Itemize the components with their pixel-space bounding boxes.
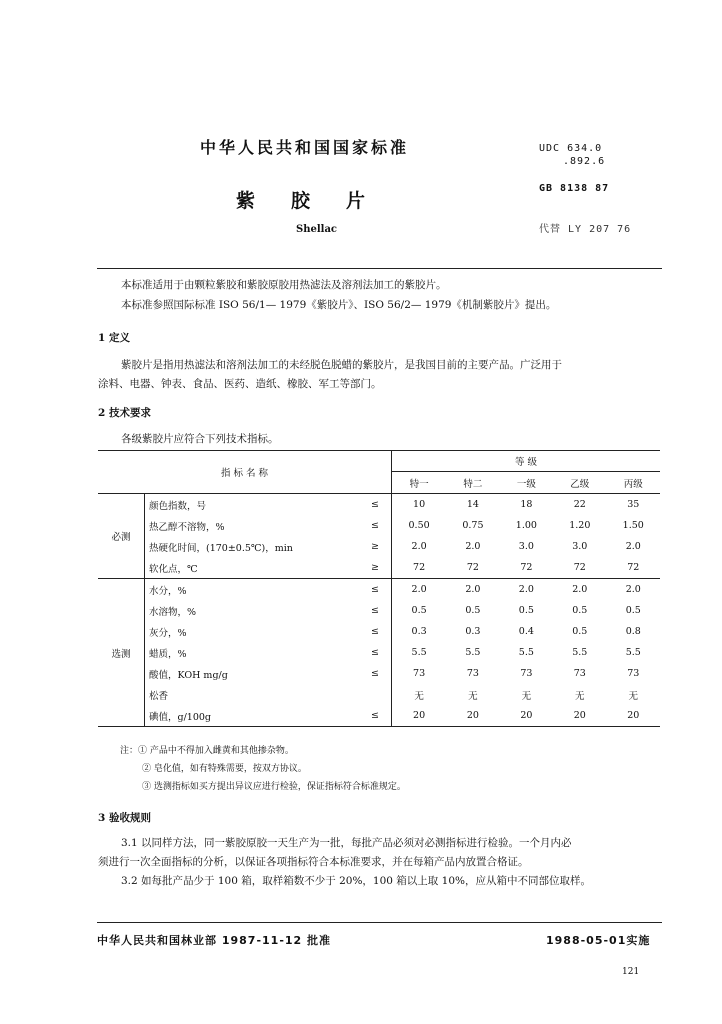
row-value: 20: [607, 705, 660, 727]
row-item: 蜡质，%: [145, 642, 360, 663]
row-value: 2.0: [465, 541, 481, 552]
row-comparator: ≥: [359, 536, 392, 557]
header-item-name: 指 标 名 称: [98, 450, 392, 494]
table-row: [98, 536, 660, 557]
row-value: 20: [553, 705, 606, 727]
implementation-date: 1988-05-01实施: [546, 934, 651, 947]
row-value: 35: [627, 499, 640, 510]
row-comparator: ≤: [359, 515, 392, 536]
row-value: 2.0: [411, 541, 427, 552]
section-2-heading: 2 技术要求: [98, 407, 151, 419]
row-value: 0.5: [518, 605, 534, 616]
header-divider: [97, 268, 662, 269]
row-value: 2.0: [392, 579, 447, 601]
row-value: 无: [521, 690, 532, 702]
note-1: 注：① 产品中不得加入雌黄和其他掺杂物。: [120, 746, 294, 756]
row-value: 0.4: [518, 626, 534, 637]
row-value: 20: [446, 705, 499, 727]
header-grade: 等 级: [392, 450, 661, 472]
section-1-heading: 1 定义: [98, 332, 130, 344]
replaces-standard: 代替 LY 207 76: [539, 224, 632, 235]
row-value: 0.3: [465, 626, 481, 637]
row-value: 0.5: [572, 605, 588, 616]
approval-line: 中华人民共和国林业部 1987-11-12 批准: [97, 934, 332, 947]
grade-col-4: 乙级: [553, 472, 606, 494]
group-label-optional: 选测: [98, 579, 145, 727]
standard-org-title: 中华人民共和国国家标准: [200, 138, 410, 157]
gb-number: GB 8138 87: [539, 183, 610, 194]
table-row: [98, 515, 660, 536]
row-value: 3.0: [572, 541, 588, 552]
row-value: 0.50: [408, 520, 430, 531]
row-value: 73: [413, 668, 426, 679]
grade-col-5: 丙级: [607, 472, 660, 494]
udc-code-line2: .892.6: [563, 156, 606, 167]
row-value: 0.5: [572, 626, 588, 637]
clause-3-2: 3.2 如每批产品少于 100 箱，取样箱数不少于 20%，100 箱以上取 10%，应从箱中不同部位取样。: [121, 875, 591, 887]
table-row: [98, 621, 660, 642]
row-value: 20: [392, 705, 447, 727]
section-3-heading: 3 验收规则: [98, 812, 151, 824]
table-row: [98, 600, 660, 621]
row-item: 水分，%: [145, 579, 360, 601]
row-item: 颜色指数，号: [145, 494, 360, 516]
row-value: 20: [500, 705, 553, 727]
row-value: 0.75: [462, 520, 484, 531]
row-value: 5.5: [411, 647, 427, 658]
row-comparator: ≤: [359, 705, 392, 727]
row-item: 松香: [145, 684, 360, 705]
row-value: 18: [520, 499, 533, 510]
table-row: [98, 579, 660, 601]
row-item: 灰分，%: [145, 621, 360, 642]
clause-3-1-line-1: 3.1 以同样方法，同一紫胶原胶一天生产为一批，每批产品必须对必测指标进行检验。一个月内必: [121, 837, 572, 849]
row-item: 热硬化时间，(170±0.5℃)，min: [145, 536, 360, 557]
row-value: 2.0: [446, 579, 499, 601]
row-value: 0.3: [411, 626, 427, 637]
footer-divider: [97, 922, 662, 923]
note-3: ③ 选测指标如买方提出异议应进行检验，保证指标符合标准规定。: [142, 782, 406, 792]
row-value: 73: [520, 668, 533, 679]
group-label-mandatory: 必测: [111, 532, 131, 543]
row-value: 5.5: [572, 647, 588, 658]
row-comparator: ≤: [359, 494, 392, 516]
row-value: 22: [573, 499, 586, 510]
grade-col-1: 特一: [392, 472, 447, 494]
intro-paragraph-1: 本标准适用于由颗粒紫胶和紫胶原胶用热滤法及溶剂法加工的紫胶片。: [121, 279, 447, 291]
page-number: 121: [622, 967, 640, 977]
row-value: 无: [414, 690, 424, 702]
row-value: 5.5: [518, 647, 534, 658]
row-value: 无: [628, 690, 639, 702]
section-1-line-2: 涂料、电器、钟表、食品、医药、造纸、橡胶、军工等部门。: [98, 378, 382, 390]
row-value: 14: [466, 499, 479, 510]
grade-col-3: 一级: [500, 472, 553, 494]
row-value: 73: [627, 668, 640, 679]
note-2: ② 皂化值，如有特殊需要，按双方协议。: [142, 764, 307, 774]
row-value: 无: [468, 690, 478, 702]
row-item: 碘值，g/100g: [145, 705, 360, 727]
row-value: 0.5: [411, 605, 427, 616]
section-1-line-1: 紫胶片是指用热滤法和溶剂法加工的未经脱色脱蜡的紫胶片，是我国目前的主要产品。广泛用于: [121, 359, 562, 371]
table-notes: [120, 742, 406, 796]
clause-3-1-line-2: 须进行一次全面指标的分析，以保证各项指标符合本标准要求，并在每箱产品内放置合格证。: [98, 856, 529, 868]
row-comparator: ≤: [359, 579, 392, 601]
table-row: [98, 557, 660, 579]
row-item: 水溶物，%: [145, 600, 360, 621]
row-value: 10: [413, 499, 426, 510]
row-comparator: ≤: [359, 663, 392, 684]
row-item: 酸值，KOH mg/g: [145, 663, 360, 684]
row-comparator: ≤: [359, 642, 392, 663]
row-comparator: ≤: [359, 600, 392, 621]
table-row: [98, 642, 660, 663]
table-header-row-1: [98, 450, 660, 472]
row-value: 1.00: [515, 520, 537, 531]
table-row: [98, 705, 660, 727]
intro-paragraph-2: 本标准参照国际标准 ISO 56/1— 1979《紫胶片》、ISO 56/2— 1979《机制紫胶片》提出。: [121, 299, 557, 311]
row-value: 0.5: [465, 605, 481, 616]
row-value: 1.50: [622, 520, 644, 531]
spec-table: [98, 450, 660, 727]
grade-col-2: 特二: [446, 472, 499, 494]
row-value: 2.0: [607, 579, 660, 601]
document-title-english: Shellac: [296, 224, 338, 235]
row-comparator: [359, 684, 392, 705]
table-row: [98, 494, 660, 516]
row-value: 72: [573, 562, 586, 573]
row-value: 0.5: [625, 605, 641, 616]
row-value: 2.0: [500, 579, 553, 601]
row-comparator: ≥: [359, 557, 392, 579]
row-value: 0.8: [625, 626, 641, 637]
row-value: 72: [520, 562, 533, 573]
udc-code-line1: UDC 634.0: [539, 143, 603, 154]
row-value: 72: [466, 562, 479, 573]
row-value: 无: [575, 690, 585, 702]
row-value: 72: [413, 562, 426, 573]
row-item: 热乙醇不溶物，%: [145, 515, 360, 536]
document-title: 紫胶片: [236, 190, 402, 212]
row-value: 72: [627, 562, 640, 573]
row-value: 3.0: [518, 541, 534, 552]
table-row: [98, 663, 660, 684]
row-item: 软化点，℃: [145, 557, 360, 579]
row-value: 1.20: [569, 520, 591, 531]
row-value: 5.5: [465, 647, 481, 658]
row-value: 2.0: [625, 541, 641, 552]
row-value: 73: [466, 668, 479, 679]
section-2-line-1: 各级紫胶片应符合下列技术指标。: [121, 433, 279, 445]
row-value: 2.0: [553, 579, 606, 601]
row-value: 5.5: [625, 647, 641, 658]
row-comparator: ≤: [359, 621, 392, 642]
row-value: 73: [573, 668, 586, 679]
table-row: [98, 684, 660, 705]
